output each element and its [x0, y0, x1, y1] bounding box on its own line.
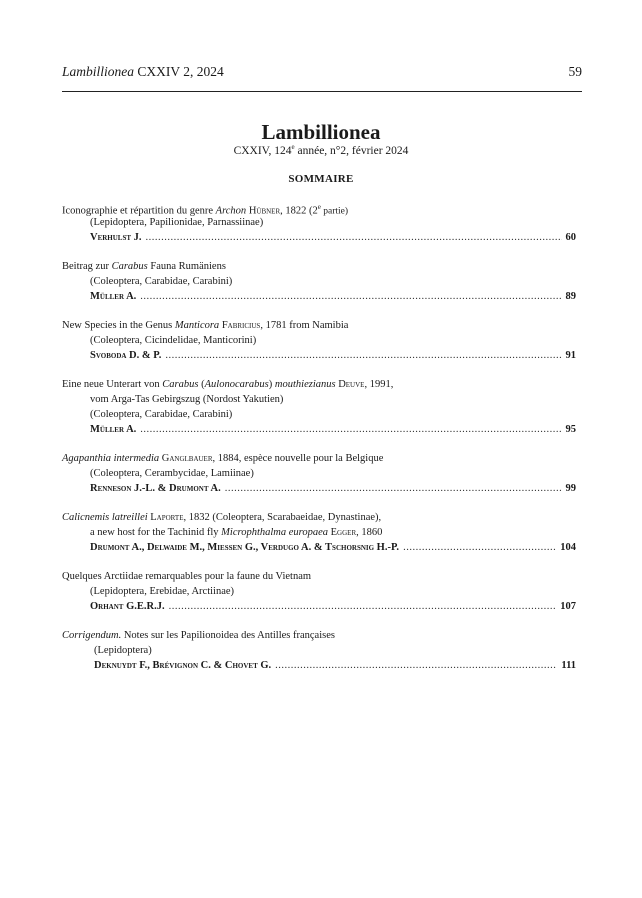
- title-text: partie): [320, 206, 349, 217]
- dot-leader: [403, 540, 556, 555]
- dot-leader: [165, 348, 561, 363]
- entry-author-line: [62, 230, 576, 245]
- toc-entry: [62, 628, 576, 673]
- title-italic: Archon: [215, 205, 247, 217]
- title-text: ): [268, 379, 275, 390]
- toc-entry: [62, 377, 576, 437]
- entry-author: Drumont A., Delwaide M., Miessen G., Verdugo A. & Tschorsnig H.-P.: [90, 542, 400, 553]
- entry-taxon: (Lepidoptera, Erebidae, Arctiinae): [90, 586, 235, 597]
- title-text: , 1991,: [364, 379, 394, 390]
- title-author-name: Ganglbauer: [161, 453, 213, 464]
- entry-page: 104: [560, 542, 576, 553]
- entry-title: [62, 200, 576, 215]
- table-of-contents: [62, 200, 576, 687]
- entry-title: [62, 377, 576, 392]
- dot-leader: [146, 230, 562, 245]
- title-italic: Carabus: [111, 261, 148, 272]
- entry-title-continued: [62, 525, 576, 540]
- toc-entry: [62, 510, 576, 555]
- entry-taxon: (Coleoptera, Cicindelidae, Manticorini): [90, 335, 257, 346]
- dot-leader: [140, 289, 561, 304]
- title-italic: Aulonocarabus: [204, 379, 269, 390]
- title-sup: e: [317, 203, 321, 211]
- entry-author: Svoboda D. & P.: [90, 350, 162, 361]
- entry-author-line: [62, 658, 576, 673]
- entry-title: [62, 451, 576, 466]
- header-rule: [62, 91, 582, 92]
- title-text: , 1860: [356, 527, 383, 538]
- entry-page: 60: [565, 232, 576, 243]
- entry-page: 111: [561, 660, 576, 671]
- title-italic: Agapanthia intermedia: [62, 453, 160, 464]
- title-italic: Calicnemis latreillei: [62, 512, 148, 523]
- sommaire-heading: SOMMAIRE: [288, 173, 354, 185]
- entry-author: Müller A.: [90, 424, 137, 435]
- entry-taxon: (Coleoptera, Carabidae, Carabini): [90, 409, 233, 420]
- title-author-name: Fabricius: [221, 320, 261, 331]
- subtitle-sup: e: [291, 143, 295, 151]
- title-text: , 1822 (2: [280, 205, 318, 217]
- journal-volume: CXXIV 2, 2024: [134, 64, 224, 79]
- page-number: 59: [568, 64, 582, 79]
- journal-name-italic: Lambillionea: [62, 64, 135, 79]
- entry-title: [62, 318, 576, 333]
- running-header: [62, 64, 582, 82]
- entry-title: [62, 628, 576, 643]
- entry-author: Müller A.: [90, 291, 137, 302]
- title-text: Eine neue Unterart von: [62, 379, 163, 390]
- title-text: , 1832 (Coleoptera, Scarabaeidae, Dynastinae),: [183, 512, 382, 523]
- entry-author-line: [62, 540, 576, 555]
- title-text: (: [198, 379, 205, 390]
- title-italic: Corrigendum.: [62, 630, 122, 641]
- entry-page: 89: [565, 291, 576, 302]
- title-italic: Manticora: [174, 320, 220, 331]
- subtitle-volume: CXXIV, 124: [233, 144, 292, 157]
- title-text: a new host for the Tachinid fly: [90, 527, 222, 538]
- title-text: Iconographie et répartition du genre: [62, 205, 216, 217]
- subtitle-date: année, n°2, février 2024: [294, 144, 409, 157]
- entry-page: 91: [565, 350, 576, 361]
- entry-title: Quelques Arctiidae remarquables pour la faune du Vietnam: [62, 571, 312, 582]
- title-author-name: Deuve: [338, 379, 365, 390]
- title-italic: Carabus: [162, 379, 199, 390]
- entry-title: [62, 259, 576, 274]
- entry-author: Renneson J.-L. & Drumont A.: [90, 483, 221, 494]
- dot-leader: [275, 658, 557, 673]
- dot-leader: [169, 599, 557, 614]
- title-author-name: Laporte: [150, 512, 184, 523]
- entry-author-line: [62, 599, 576, 614]
- entry-title-continued: vom Arga-Tas Gebirgszug (Nordost Yakutien): [90, 394, 284, 405]
- entry-author: Deknuydt F., Brévignon C. & Chovet G.: [94, 660, 272, 671]
- entry-author-line: [62, 348, 576, 363]
- entry-author: Orhant G.E.R.J.: [90, 601, 165, 612]
- running-header-journal: [62, 64, 224, 80]
- entry-author-line: [62, 289, 576, 304]
- masthead-title: Lambillionea: [261, 120, 381, 144]
- title-text: , 1781 from Namibia: [260, 320, 349, 331]
- entry-page: 107: [560, 601, 576, 612]
- entry-taxon: (Lepidoptera): [94, 645, 152, 656]
- entry-page: 99: [565, 483, 576, 494]
- entry-taxon: (Lepidoptera, Papilionidae, Parnassiinae): [90, 217, 264, 228]
- toc-entry: [62, 451, 576, 496]
- entry-author: Verhulst J.: [90, 232, 142, 243]
- title-text: New Species in the Genus: [62, 320, 175, 331]
- entry-title: [62, 510, 576, 525]
- toc-entry: [62, 318, 576, 363]
- toc-entry: [62, 569, 576, 614]
- masthead-subtitle: [0, 143, 642, 157]
- title-author-name: Hübner: [248, 205, 281, 217]
- dot-leader: [225, 481, 562, 496]
- title-text: Notes sur les Papilionoidea des Antilles françaises: [121, 630, 335, 641]
- title-italic: mouthiezianus: [274, 379, 336, 390]
- title-author-name: Egger: [330, 527, 357, 538]
- title-text: Fauna Rumäniens: [147, 261, 226, 272]
- entry-taxon: (Coleoptera, Carabidae, Carabini): [90, 276, 233, 287]
- toc-entry: [62, 200, 576, 245]
- title-italic: Microphthalma europaea: [221, 527, 329, 538]
- dot-leader: [140, 422, 561, 437]
- entry-taxon: (Coleoptera, Cerambycidae, Lamiinae): [90, 468, 254, 479]
- toc-entry: [62, 259, 576, 304]
- entry-page: 95: [565, 424, 576, 435]
- title-text: , 1884, espèce nouvelle pour la Belgique: [212, 453, 384, 464]
- title-text: Beitrag zur: [62, 261, 112, 272]
- entry-author-line: [62, 481, 576, 496]
- entry-author-line: [62, 422, 576, 437]
